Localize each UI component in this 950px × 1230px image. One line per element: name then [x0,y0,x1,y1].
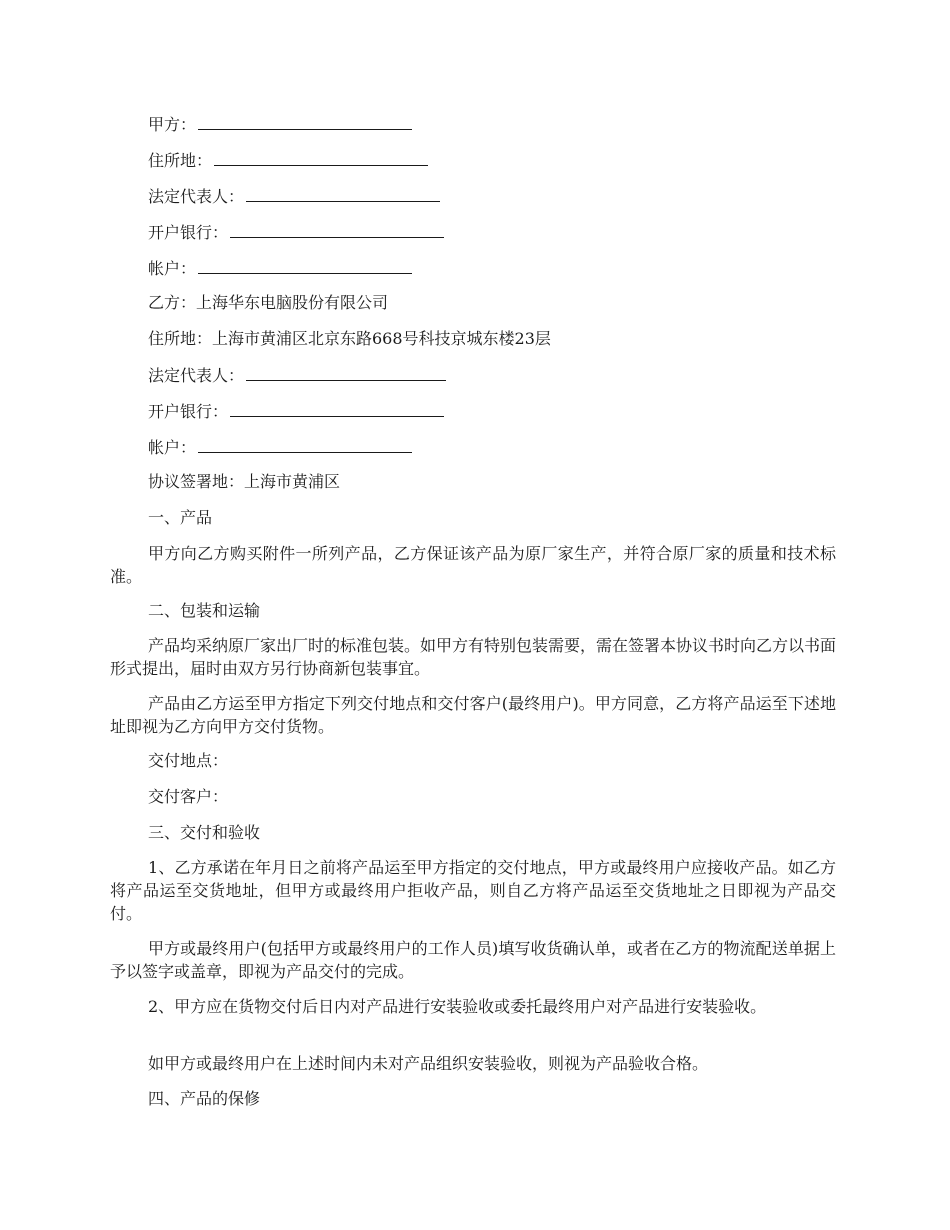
section-2-paragraph-2: 产品由乙方运至甲方指定下列交付地点和交付客户(最终用户)。甲方同意，乙方将产品运至下述地址即视为乙方向甲方交付货物。 [110,694,836,736]
party-a-address-label: 住所地： [148,151,213,170]
delivery-place: 交付地点： [148,751,229,770]
party-b-name-line: 乙方：上海华东电脑股份有限公司 [148,293,389,312]
party-a-account-label: 帐户： [148,259,197,278]
party-b-account-blank [198,436,412,453]
party-b-address-line: 住所地：上海市黄浦区北京东路668号科技京城东楼23层 [148,329,551,348]
party-a-rep-line [148,185,440,208]
party-b-bank-line [148,400,444,423]
section-3-paragraph-2: 甲方或最终用户(包括甲方或最终用户的工作人员)填写收货确认单，或者在乙方的物流配送单据上予以签字或盖章，即视为产品交付的完成。 [110,939,836,981]
party-b-account-label: 帐户： [148,438,197,457]
party-a-bank-blank [230,221,444,238]
party-a-account-line [148,257,412,280]
section-2-title: 二、包装和运输 [148,601,261,620]
section-3-paragraph-3: 2、甲方应在货物交付后日内对产品进行安装验收或委托最终用户对产品进行安装验收。 [148,997,767,1016]
delivery-customer: 交付客户： [148,787,229,806]
party-a-bank-label: 开户银行： [148,223,229,242]
party-a-rep-label: 法定代表人： [148,187,245,206]
party-a-rep-blank [246,185,440,202]
party-a-name-label: 甲方： [148,115,197,134]
section-3-paragraph-1: 1、乙方承诺在年月日之前将产品运至甲方指定的交付地点，甲方或最终用户应接收产品。如乙方将产品运至交货地址，但甲方或最终用户拒收产品，则自乙方将产品运至交货地址之日即视为产品交付。 [110,858,836,923]
party-b-bank-blank [230,400,444,417]
section-1-title: 一、产品 [148,508,213,527]
party-a-name-line [148,113,412,136]
party-b-rep-label: 法定代表人： [148,366,245,385]
party-b-rep-blank [246,364,446,381]
section-1-paragraph: 甲方向乙方购买附件一所列产品，乙方保证该产品为原厂家生产，并符合原厂家的质量和技术标准。 [110,544,836,586]
party-a-bank-line [148,221,444,244]
party-a-account-blank [198,257,412,274]
party-b-rep-line [148,364,446,387]
party-b-bank-label: 开户银行： [148,402,229,421]
section-2-paragraph-1: 产品均采纳原厂家出厂时的标准包装。如甲方有特别包装需要，需在签署本协议书时向乙方以书面形式提出，届时由双方另行协商新包装事宜。 [110,636,837,678]
signing-place: 协议签署地：上海市黄浦区 [148,472,341,491]
party-a-name-blank [198,113,412,130]
section-4-title: 四、产品的保修 [148,1089,261,1108]
party-a-address-line [148,149,428,172]
section-3-title: 三、交付和验收 [148,823,261,842]
party-a-address-blank [214,149,428,166]
section-3-paragraph-4: 如甲方或最终用户在上述时间内未对产品组织安装验收，则视为产品验收合格。 [148,1054,709,1073]
party-b-account-line [148,436,412,459]
